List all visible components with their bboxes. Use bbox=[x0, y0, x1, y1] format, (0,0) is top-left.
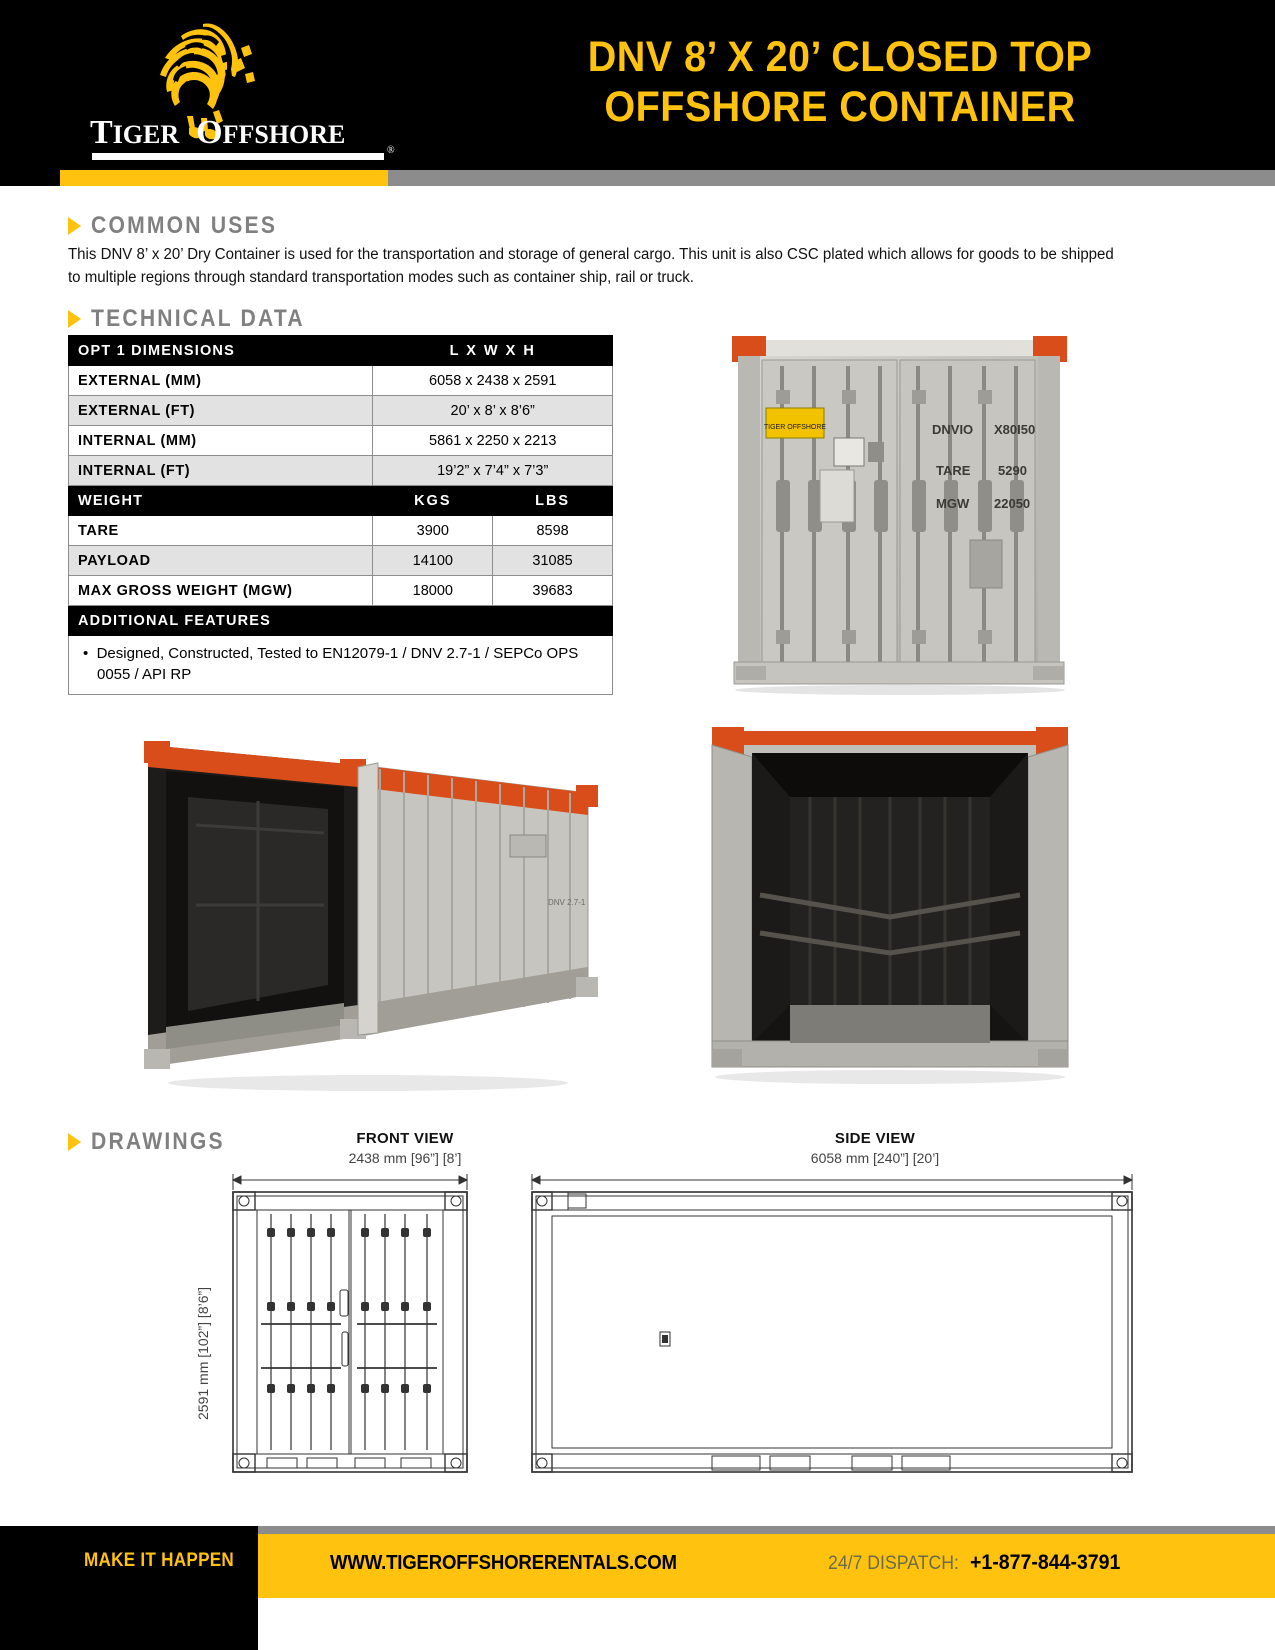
table-row bbox=[69, 366, 613, 396]
section-heading-common-uses bbox=[68, 212, 303, 240]
weight-header-label: WEIGHT bbox=[69, 486, 373, 516]
row-lbs: 39683 bbox=[493, 576, 613, 606]
footer-tagline-block bbox=[0, 1526, 258, 1650]
row-value: 5861 x 2250 x 2213 bbox=[373, 426, 613, 456]
features-header-label: ADDITIONAL FEATURES bbox=[69, 606, 613, 636]
row-value: 19’2” x 7’4” x 7’3” bbox=[373, 456, 613, 486]
side-view-length-dim: 6058 mm [240”] [20’] bbox=[810, 1150, 940, 1166]
table-row-features bbox=[69, 636, 613, 695]
row-kgs: 14100 bbox=[373, 546, 493, 576]
table-row bbox=[69, 456, 613, 486]
dimensions-header-label: OPT 1 DIMENSIONS bbox=[69, 336, 373, 366]
marking-tare-value: 5290 bbox=[998, 463, 1027, 478]
brand-underline bbox=[92, 153, 384, 160]
footer-tagline: MAKE IT HAPPEN bbox=[83, 1550, 235, 1571]
page-title-line-1: DNV 8’ X 20’ CLOSED TOP bbox=[587, 33, 1093, 81]
page-title bbox=[454, 32, 1227, 132]
feature-item: • Designed, Constructed, Tested to EN12079-1 / DNV 2.7-1 / SEPCo OPS 0055 / API RP bbox=[83, 645, 579, 683]
table-row-weight-header bbox=[69, 486, 613, 516]
side-view-drawing bbox=[522, 1172, 1142, 1502]
row-kgs: 18000 bbox=[373, 576, 493, 606]
section-heading-technical-data bbox=[68, 305, 334, 333]
table-row bbox=[69, 426, 613, 456]
arrow-right-icon bbox=[68, 310, 81, 328]
table-row bbox=[69, 396, 613, 426]
photo-container-open-side bbox=[118, 705, 618, 1105]
row-label: EXTERNAL (MM) bbox=[69, 366, 373, 396]
front-view-title: FRONT VIEW bbox=[356, 1130, 454, 1147]
header-accent-bar-yellow bbox=[60, 170, 388, 186]
container-open-side-image bbox=[118, 705, 618, 1105]
technical-data-table bbox=[68, 335, 613, 695]
table-row-dimensions-header bbox=[69, 336, 613, 366]
marking-serial: X80I50 bbox=[994, 422, 1036, 437]
row-label: EXTERNAL (FT) bbox=[69, 396, 373, 426]
row-label: TARE bbox=[69, 516, 373, 546]
page-title-line-2: OFFSHORE CONTAINER bbox=[604, 83, 1076, 131]
arrow-right-icon bbox=[68, 1133, 81, 1151]
features-cell bbox=[69, 636, 613, 695]
row-label: PAYLOAD bbox=[69, 546, 373, 576]
row-label: INTERNAL (FT) bbox=[69, 456, 373, 486]
arrow-right-icon bbox=[68, 217, 81, 235]
marking-tare-label: TARE bbox=[936, 463, 971, 478]
marking-mgw-value: 22050 bbox=[994, 496, 1031, 511]
row-lbs: 31085 bbox=[493, 546, 613, 576]
footer-bottom-spacer bbox=[258, 1598, 1275, 1650]
marking-prefix: DNVIO bbox=[932, 422, 974, 437]
row-kgs: 3900 bbox=[373, 516, 493, 546]
container-interior-image bbox=[690, 705, 1090, 1105]
registered-trademark-mark: ® bbox=[387, 145, 395, 156]
svg-text:TIGER OFFSHORE: TIGER OFFSHORE bbox=[763, 424, 827, 431]
marking-mgw-label: MGW bbox=[936, 496, 970, 511]
row-value: 6058 x 2438 x 2591 bbox=[373, 366, 613, 396]
container-front-doors-image bbox=[722, 330, 1077, 695]
side-view-caption bbox=[660, 1130, 1090, 1166]
front-view-width-dim: 2438 mm [96”] [8’] bbox=[348, 1150, 462, 1166]
row-label: MAX GROSS WEIGHT (MGW) bbox=[69, 576, 373, 606]
common-uses-paragraph: This DNV 8’ x 20’ Dry Container is used for the transportation and storage of general cargo. This unit is also CSC plated which allows for goods to be shipped to multiple regions through standard transportation modes such as container ship, rail or truck. bbox=[68, 246, 1114, 286]
photo-container-interior bbox=[690, 705, 1090, 1105]
front-view-drawing bbox=[215, 1172, 485, 1502]
table-row bbox=[69, 576, 613, 606]
row-value: 20’ x 8’ x 8’6” bbox=[373, 396, 613, 426]
header-left-strip bbox=[0, 0, 60, 186]
table-row bbox=[69, 516, 613, 546]
row-label: INTERNAL (MM) bbox=[69, 426, 373, 456]
brand-wordmark bbox=[90, 115, 400, 163]
table-row bbox=[69, 546, 613, 576]
section-label: DRAWINGS bbox=[91, 1128, 225, 1155]
weight-header-kgs: KGS bbox=[373, 486, 493, 516]
front-view-caption bbox=[230, 1130, 580, 1166]
row-lbs: 8598 bbox=[493, 516, 613, 546]
table-row-features-header bbox=[69, 606, 613, 636]
side-view-title: SIDE VIEW bbox=[834, 1130, 916, 1147]
weight-header-lbs: LBS bbox=[493, 486, 613, 516]
header-accent-bar-grey bbox=[388, 170, 1275, 186]
section-heading-drawings bbox=[68, 1128, 243, 1156]
dimensions-header-value: L X W X H bbox=[373, 336, 613, 366]
section-label: COMMON USES bbox=[91, 212, 278, 239]
footer-dispatch-label: 24/7 DISPATCH: bbox=[828, 1553, 959, 1574]
page-header bbox=[60, 0, 1275, 170]
photo-container-front-doors bbox=[722, 330, 1077, 695]
brand-logo bbox=[90, 20, 400, 160]
brand-wordmark-text: TIGER OFFSHORE bbox=[90, 114, 346, 151]
svg-text:DNV 2.7-1: DNV 2.7-1 bbox=[548, 898, 586, 907]
section-label: TECHNICAL DATA bbox=[91, 305, 305, 332]
footer-phone-number[interactable]: +1-877-844-3791 bbox=[970, 1551, 1121, 1574]
footer-website-link[interactable]: WWW.TIGEROFFSHORERENTALS.COM bbox=[330, 1552, 677, 1574]
front-view-height-dim: 2591 mm [102”] [8’6”] bbox=[195, 1286, 211, 1420]
